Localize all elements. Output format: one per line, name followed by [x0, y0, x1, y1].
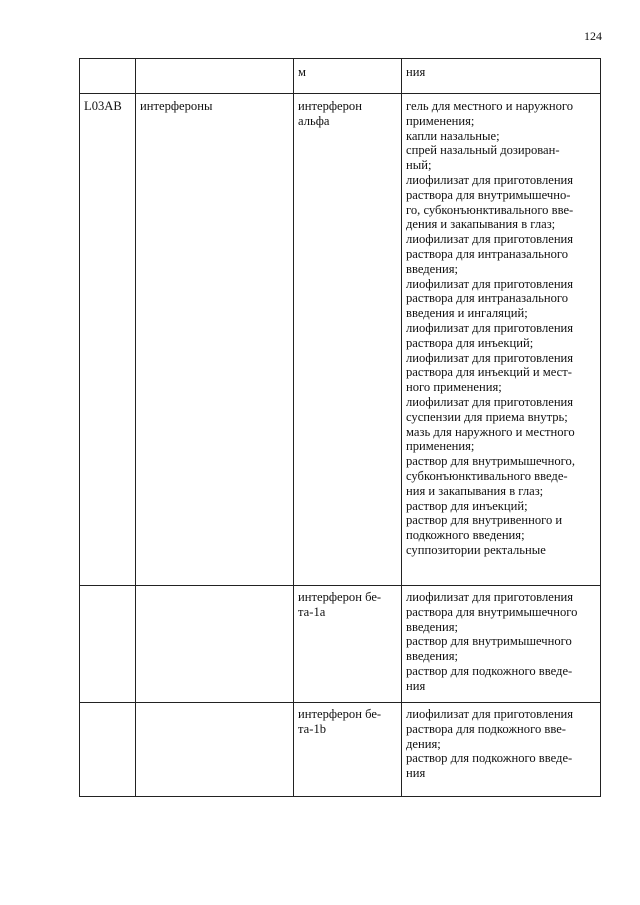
- table-row: [80, 586, 601, 703]
- drug-name-cell: интерферон бе- та-1a: [294, 586, 402, 703]
- atc-code-cell: L03AB: [80, 94, 136, 586]
- header-cell-group: [136, 59, 294, 94]
- dosage-forms-cell: лиофилизат для приготовления раствора для внутримышечного введения; раствор для внутримышечного введения; раствор для подкожного введе- ния: [402, 586, 601, 703]
- atc-code-cell: [80, 586, 136, 703]
- drug-name-cell: интерферон бе- та-1b: [294, 703, 402, 797]
- header-cell-code: [80, 59, 136, 94]
- atc-code-cell: [80, 703, 136, 797]
- drug-name-cell: интерферон альфа: [294, 94, 402, 586]
- drug-group-cell: интерфероны: [136, 94, 294, 586]
- table-row: [80, 94, 601, 586]
- header-cell-drug: м: [294, 59, 402, 94]
- page-number: 124: [584, 29, 602, 43]
- dosage-forms-cell: гель для местного и наружного применения; капли назальные; спрей назальный дозирован- ный; лиофилизат для приготовления раствора для внутримышечно- го, субконъюнктивального вве- дения и закапывания в глаз; лиофилизат для приготовления раствора для интраназального введения; лиофилизат для приготовления раствора для интраназального введения и ингаляций; лиофилизат для приготовления раствора для инъекций; лиофилизат для приготовления раствора для инъекций и мест- ного применения; лиофилизат для приготовления суспензии для приема внутрь; мазь для наружного и местного применения; раствор для внутримышечного, субконъюнктивального введе- ния и закапывания в глаз; раствор для инъекций; раствор для внутривенного и подкожного введения; суппозитории ректальные: [402, 94, 601, 586]
- drug-table: [79, 58, 601, 797]
- header-cell-forms: ния: [402, 59, 601, 94]
- table-header-row: [80, 59, 601, 94]
- table-row: [80, 703, 601, 797]
- drug-group-cell: [136, 586, 294, 703]
- drug-group-cell: [136, 703, 294, 797]
- dosage-forms-cell: лиофилизат для приготовления раствора для подкожного вве- дения; раствор для подкожного введе- ния: [402, 703, 601, 797]
